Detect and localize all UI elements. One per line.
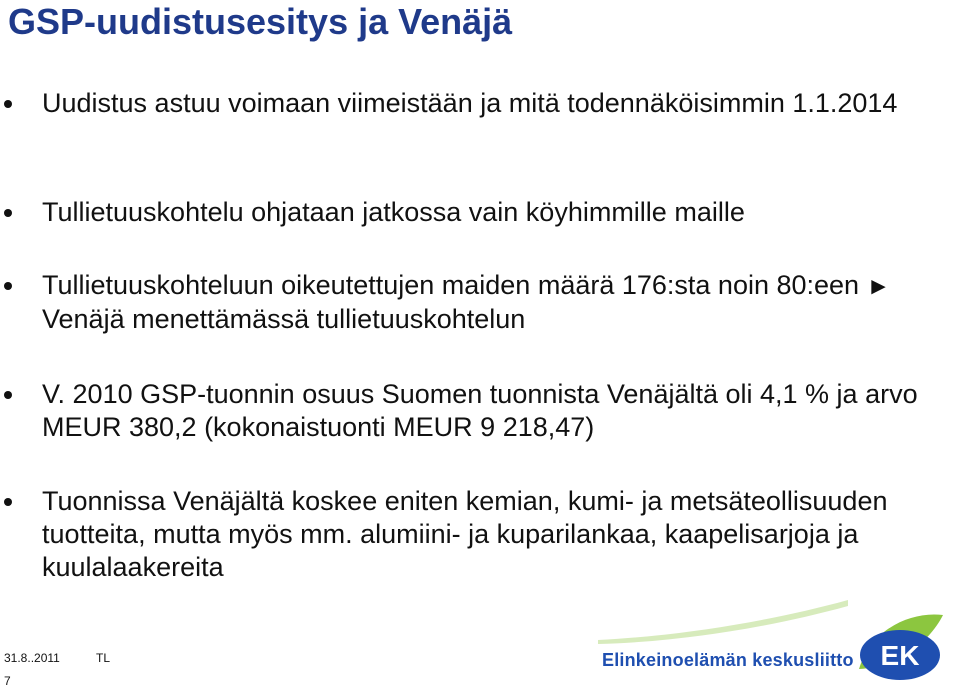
bullet-item xyxy=(4,196,944,229)
bullet-dot-icon xyxy=(4,391,12,399)
bullet-item xyxy=(4,485,944,584)
logo-swoosh-decoration xyxy=(598,600,848,644)
bullet-text: V. 2010 GSP-tuonnin osuus Suomen tuonnista Venäjältä oli 4,1 % ja arvo MEUR 380,2 (kokonaistuonti MEUR 9 218,47) xyxy=(42,379,918,442)
ek-logo-icon xyxy=(851,609,949,685)
bullet-text xyxy=(42,269,944,336)
bullet-dot-icon xyxy=(4,498,12,506)
bullet-item xyxy=(4,378,944,444)
bullet-text-before: Tullietuuskohteluun oikeutettujen maiden määrä 176:sta noin 80:een xyxy=(42,270,860,300)
bullet-item xyxy=(4,269,944,336)
page-number: 7 xyxy=(4,674,11,688)
bullet-dot-icon xyxy=(4,282,12,290)
footer-date: 31.8..2011 xyxy=(4,651,60,665)
bullet-dot-icon xyxy=(4,100,12,108)
slide-title: GSP-uudistusesitys ja Venäjä xyxy=(8,1,513,42)
bullet-text: Tuonnissa Venäjältä koskee eniten kemian, kumi- ja metsäteollisuuden tuotteita, mutta myös mm. alumiini- ja kuparilankaa, kaapelisarjoja ja kuulalaakereita xyxy=(42,486,888,582)
footer-org: TL xyxy=(96,651,111,665)
logo-wordmark: Elinkeinoelämän keskusliitto xyxy=(602,650,854,670)
bullet-item xyxy=(4,87,944,120)
bullet-text: Tullietuuskohtelu ohjataan jatkossa vain köyhimmille maille xyxy=(42,197,745,227)
arrow-right-icon: ► xyxy=(866,273,891,300)
bullet-dot-icon xyxy=(4,209,12,217)
bullet-text: Uudistus astuu voimaan viimeistään ja mitä todennäköisimmin 1.1.2014 xyxy=(42,88,898,118)
ek-logo-text: EK xyxy=(880,640,920,671)
bullet-text-after: Venäjä menettämässä tullietuuskohtelun xyxy=(42,304,526,334)
